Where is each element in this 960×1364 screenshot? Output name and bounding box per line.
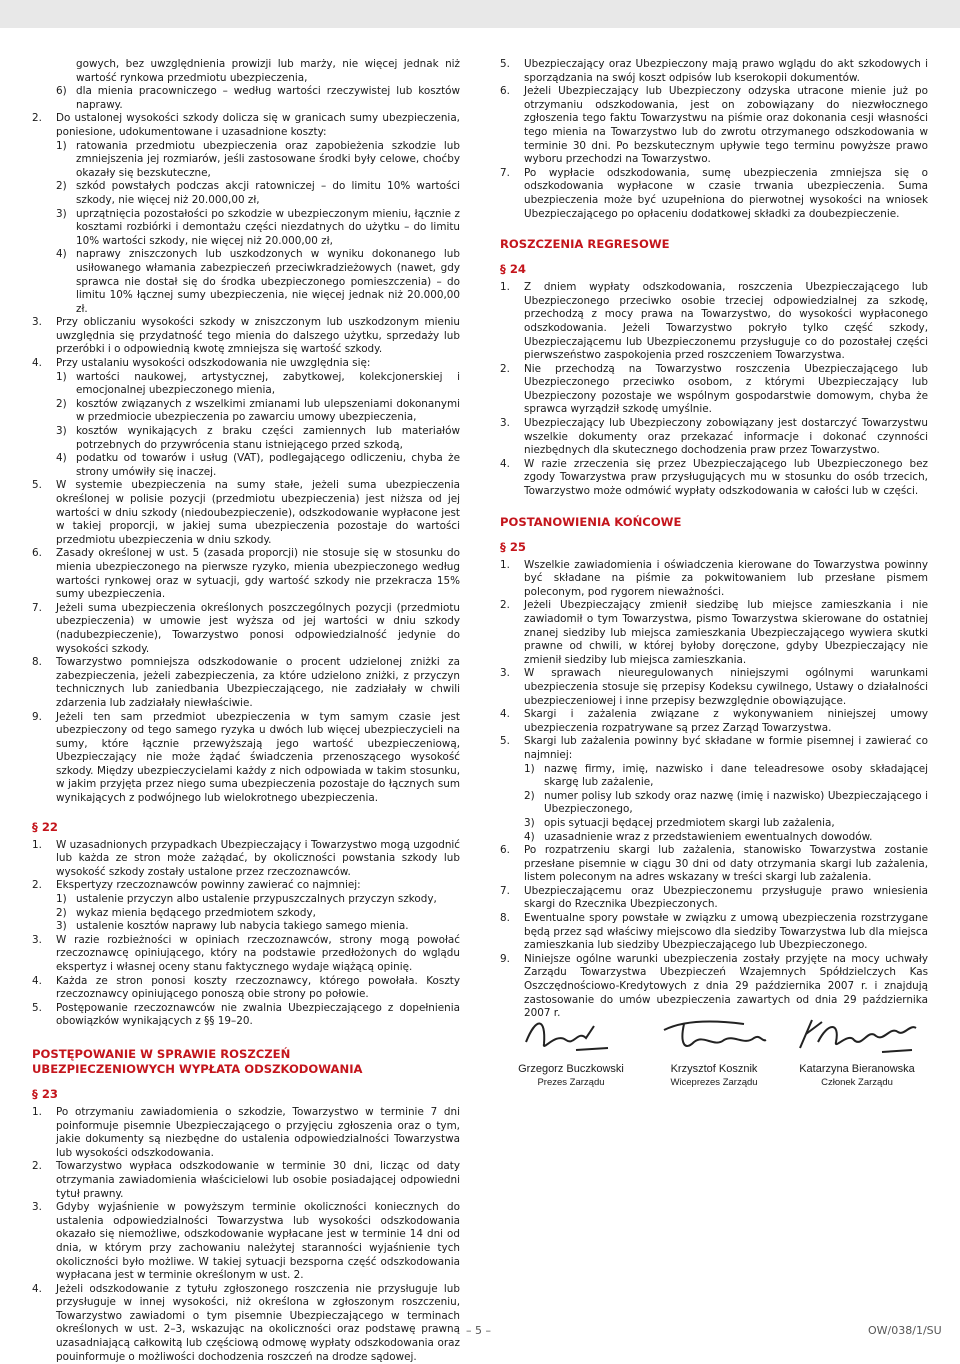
list-subitem	[32, 371, 460, 398]
item-text: Z dniem wypłaty odszkodowania, roszczenia Ubezpieczającego lub Ubezpieczonego przeciwko osobie trzeciej odpowiedzialnej za szkodę, przechodzą z mocy prawa na Towarzystwo, do wysokości wypłaconego odszkodowania. Jeżeli Towarzystwo pokryło tylko część szkody, Ubezpieczającemu lub Ubezpieczonemu przysługuje co do pozostałej części pierwszeństwo zaspokojenia przed roszczeniem Towarzystwa.	[524, 281, 928, 362]
list-item	[32, 479, 460, 547]
list-item	[500, 667, 928, 708]
subitem-text: podatku od towarów i usług (VAT), podlegającego odliczeniu, chyba że strony umówiły się inaczej.	[76, 452, 460, 478]
document-code: OW/038/1/SU	[868, 1324, 942, 1337]
list-subitem	[500, 817, 928, 831]
subitem-number: 4)	[56, 248, 67, 261]
item-text: Towarzystwo pomniejsza odszkodowanie o procent udzielonej zniżki za zabezpieczenia, jeżeli zabezpieczenia, za które udzielono zniżki, z przyczyn technicznych lub zaniedbania Ubezpieczającego, nie zadziałały w chwili zdarzenia lub zadziałały niewłaściwie.	[56, 656, 460, 709]
list-item	[500, 953, 928, 1021]
list-item	[32, 602, 460, 656]
list-subitem	[32, 248, 460, 316]
list-item	[32, 934, 460, 975]
item-text: Ubezpieczający oraz Ubezpieczony mają prawo wglądu do akt szkodowych i sporządzania na swój koszt odpisów lub kserokopii dokumentów.	[524, 58, 928, 84]
subitem-number: 4)	[524, 830, 535, 843]
subitem-text: kosztów wynikających z braku części zamiennych lub materiałów potrzebnych do przywrócenia stanu istniejącego przed szkodą,	[76, 425, 460, 451]
left-column	[32, 58, 460, 1364]
item-text: Nie przechodzą na Towarzystwo roszczenia Ubezpieczającego lub Ubezpieczonego przeciwko osobom, z którymi Ubezpieczający lub Ubezpieczony pozostaje we wspólnym gospodarstwie domowym, chyba że sprawca wyrządził szkodę umyślnie.	[524, 362, 928, 416]
item-number: 3.	[32, 1201, 42, 1214]
subitem-number: 1)	[56, 893, 67, 906]
list-item	[32, 711, 460, 806]
item-number: 7.	[500, 166, 510, 179]
paragraph-number-22: § 22	[32, 819, 58, 834]
item-text: Jeżeli Ubezpieczający zmienił siedzibę lub miejsce zamieszkania i nie zawiadomił o tym Towarzystwa, pismo Towarzystwa skierowane do ostatniej znanej siedziby lub miejsca zamieszkania Ubezpieczającego wywiera skutki prawne od chwili, w której byłoby doręczone, gdyby Ubezpieczający nie zmienił siedziby lub miejsca zamieszkania.	[524, 599, 928, 666]
list-item	[500, 735, 928, 762]
subitem-number: 3)	[524, 816, 535, 829]
item-number: 4.	[32, 974, 42, 987]
subitem-number: 1)	[56, 139, 67, 152]
top-bar	[0, 0, 960, 28]
signature-3	[786, 1012, 928, 1089]
item-text: Po otrzymaniu zawiadomienia o szkodzie, Towarzystwo w terminie 7 dni poinformuje pisemnie Ubezpieczającego o przyjęciu zgłoszenia oraz o tym, jakie dokumenty są niezbędne do ustalenia odpowiedzialności Towarzystwa lub wysokości odszkodowania.	[56, 1105, 460, 1159]
subitem-text: nazwę firmy, imię, nazwisko i dane teleadresowe osoby składającej skargę lub zażalenie,	[544, 762, 928, 789]
paragraph-number-25: § 25	[500, 539, 526, 554]
list-subitem	[32, 452, 460, 479]
list-item	[500, 85, 928, 167]
list-item	[32, 1106, 460, 1160]
list-subitem	[32, 425, 460, 452]
list-item	[500, 167, 928, 221]
handwritten-signature-icon	[516, 1012, 626, 1058]
subitem-text: ustalenie kosztów naprawy lub nabycia takiego samego mienia.	[76, 920, 409, 933]
item-number: 9.	[500, 952, 510, 965]
subitem-text: wartości naukowej, artystycznej, zabytkowej, kolekcjonerskiej i emocjonalnej ubezpieczonego mienia,	[76, 370, 460, 397]
list-item	[500, 844, 928, 885]
signatory-name: Katarzyna Bieranowska	[799, 1063, 915, 1075]
item-text: Jeżeli ten sam przedmiot ubezpieczenia w tym samym czasie jest ubezpieczony od tego samego ryzyka u dwóch lub więcej ubezpieczycieli na sumy, które łącznie przewyższają jego wartość ubezpieczeniową, Ubezpieczający nie może żądać świadczenia przenoszącego wysokość szkody. Między ubezpieczycielami każdy z nich odpowiada w takim stosunku, w jakim przyjęta przez niego suma ubezpieczenia pozostaje do łącznych sum wynikających z podwójnego lub wielokrotnego ubezpieczenia.	[56, 710, 460, 805]
signatory-role: Prezes Zarządu	[537, 1077, 605, 1088]
item-text: Do ustalonej wysokości szkody dolicza się w granicach sumy ubezpieczenia, poniesione, udokumentowane i uzasadnione koszty:	[56, 112, 460, 138]
item-number: 2.	[32, 879, 42, 892]
signatures-block	[500, 1012, 928, 1092]
item-number: 2.	[32, 112, 42, 125]
subitem-number: 3)	[56, 425, 67, 438]
section-heading-regress: ROSZCZENIA REGRESOWE	[500, 237, 670, 252]
item-number: 6.	[32, 547, 42, 560]
list-subitem	[32, 140, 460, 181]
list-subitem	[32, 920, 460, 934]
item-number: 7.	[500, 884, 510, 897]
subitem-text: naprawy zniszczonych lub uszkodzonych w wyniku dokonanego lub usiłowanego włamania zabezpieczeń przeciwkradzieżowych (nawet, gdy sprawca nie dostał się do środka ubezpieczonego pomieszczenia) – do limitu 10% łącznej sumy ubezpieczenia, nie więcej jednak niż 20.000,00 zł.	[76, 248, 460, 315]
list-subitem	[32, 893, 460, 907]
page-number: – 5 –	[466, 1324, 491, 1337]
item-number: 3.	[500, 667, 510, 680]
item-text: Postępowanie rzeczoznawców nie zwalnia Ubezpieczającego z dopełnienia obowiązków wynikających z §§ 19–20.	[56, 1001, 460, 1028]
item-number: 4.	[32, 357, 42, 370]
item-text: W systemie ubezpieczenia na sumy stałe, jeżeli suma ubezpieczenia określonej w polisie pozycji (przedmiotu ubezpieczenia) jest niższa od jej wartości w dniu szkody (niedoubezpieczenie), odszkodowanie wypłacone jest w takiej proporcji, w jakiej suma ubezpieczenia pozostaje do wartości przedmiotu ubezpieczenia w dniu szkody.	[56, 479, 460, 546]
list-item	[500, 363, 928, 417]
section-heading-final: POSTANOWIENIA KOŃCOWE	[500, 514, 682, 529]
item-text: W uzasadnionych przypadkach Ubezpieczający i Towarzystwo mogą uzgodnić lub każda ze stron może zażądać, by okoliczności powstania szkody lub wysokość szkody zostały ustalone przez rzeczoznawców.	[56, 838, 460, 878]
item-number: 2.	[32, 1160, 42, 1173]
handwritten-signature-icon	[792, 1012, 922, 1058]
item-text: W sprawach nieuregulowanych niniejszymi ogólnymi warunkami ubezpieczenia stosuje się przepisy Kodeksu cywilnego, Ustawy o działalności ubezpieczeniowej i inne przepisy bezwzględnie obowiązujące.	[524, 667, 928, 707]
paragraph-number-24: § 24	[500, 262, 526, 277]
item-number: 3.	[32, 316, 42, 329]
item-text: Jeżeli odszkodowanie z tytułu zgłoszonego roszczenia nie przysługuje lub przysługuje w innej wysokości, niż określona w zgłoszonym roszczeniu, Towarzystwo zawiadomi o tym pisemnie Ubezpieczającego w terminach określonych w ust. 2–3, wskazując na okoliczności oraz podstawę prawną uzasadniającą całkowitą lub częściową odmowę wypłaty odszkodowania oraz pouinformuje o możliwości dochodzenia roszczeń na drodze sądowej.	[56, 1282, 460, 1363]
list-item	[32, 1201, 460, 1283]
subitem-number: 6)	[56, 85, 67, 98]
section-heading: POSTĘPOWANIE W SPRAWIE ROSZCZEŃ UBEZPIECZENIOWYCH WYPŁATA ODSZKODOWANIA	[32, 1046, 363, 1076]
subitem-number: 3)	[56, 207, 67, 220]
item-number: 4.	[500, 708, 510, 721]
subitem-number: 1)	[56, 370, 67, 383]
list-item	[32, 316, 460, 357]
list-item	[32, 357, 460, 371]
item-text: Jeżeli suma ubezpieczenia określonych poszczególnych pozycji (przedmiotu ubezpieczenia) w umowie jest wyższa od jej wartości w dniu szkody (nadubezpieczenie), Towarzystwo ponosi odpowiedzialność jedynie do wysokości szkody.	[56, 601, 460, 655]
item-number: 9.	[32, 710, 42, 723]
item-number: 6.	[500, 85, 510, 98]
list-item	[500, 417, 928, 458]
subitem-number: 2)	[56, 180, 67, 193]
item-text: Wszelkie zawiadomienia i oświadczenia kierowane do Towarzystwa powinny być składane na piśmie za pokwitowaniem lub przesłane pismem poleconym, pod rygorem nieważności.	[524, 558, 928, 598]
item-text: Po rozpatrzeniu skargi lub zażalenia, stanowisko Towarzystwa zostanie przesłane pisemnie w ciągu 30 dni od daty otrzymania skargi lub zażalenia, listem poleconym na adres wskazany w treści skargi lub zażalenia.	[524, 844, 928, 884]
list-subitem	[32, 907, 460, 921]
list-item	[500, 58, 928, 85]
item-number: 5.	[500, 58, 510, 70]
item-text: W razie zrzeczenia się przez Ubezpieczającego lub Ubezpieczonego bez zgody Towarzystwa praw przysługujących mu w stosunku do osób trzecich, Towarzystwo może odmówić wypłaty odszkodowania w całości lub w części.	[524, 457, 928, 498]
item-text: Zasady określonej w ust. 5 (zasada proporcji) nie stosuje się w stosunku do mienia ubezpieczonego na pierwsze ryzyko, mienia ubezpieczonego według wartości rynkowej oraz w sytuacji, gdy wartość szkody nie przekracza 15% sumy ubezpieczenia.	[56, 547, 460, 601]
item-number: 2.	[500, 599, 510, 612]
list-item	[32, 839, 460, 880]
list-item	[32, 112, 460, 139]
item-text: Po wypłacie odszkodowania, sumę ubezpieczenia zmniejsza się o odszkodowania wypłacone w czasie trwania ubezpieczenia. Suma ubezpieczenia może być uzupełniona do pierwotnej wysokości na wniosek Ubezpieczającego po opłaceniu dodatkowej składki za doubezpieczenie.	[524, 166, 928, 220]
list-item	[32, 547, 460, 601]
list-subitem	[500, 831, 928, 845]
list-item	[32, 1283, 460, 1364]
list-item	[500, 559, 928, 600]
list-subitem	[32, 85, 460, 112]
subitem-text: ratowania przedmiotu ubezpieczenia oraz zapobieżenia szkodzie lub zmniejszenia jej rozmiarów, jeśli zastosowane środki były celowe, choćby okazały się bezskuteczne,	[76, 139, 460, 179]
subitem-text: uzasadnienie wraz z przedstawieniem ewentualnych dowodów.	[544, 830, 873, 843]
item-number: 3.	[500, 417, 510, 430]
list-item	[500, 708, 928, 735]
subitem-text: kosztów związanych z wszelkimi zmianami lub ulepszeniami dokonanymi w przedmiocie ubezpieczenia po zawarciu umowy ubezpieczenia,	[76, 397, 460, 424]
subitem-text: numer polisy lub szkody oraz nazwę (imię i nazwisko) Ubezpieczającego i Ubezpieczonego,	[544, 789, 928, 816]
item-number: 1.	[500, 281, 510, 294]
item-text: Ubezpieczający lub Ubezpieczony zobowiązany jest dostarczyć Towarzystwu wszelkie dokumenty oraz przekazać informacje i dokonać czynności niezbędnych dla skutecznego dochodzenia praw przez Towarzystwo.	[524, 417, 928, 457]
item-text: Gdyby wyjaśnienie w powyższym terminie okoliczności koniecznych do ustalenia odpowiedzialności Towarzystwa lub wysokości odszkodowania okazało się niemożliwe, odszkodowanie wypłacane jest w terminie 14 dni od dnia, w którym przy zachowaniu należytej staranności wyjaśnienie tych okoliczności było możliwe. W takiej sytuacji bezsporna część odszkodowania wypłacana jest w terminie określonym w ust. 2.	[56, 1201, 460, 1282]
item-number: 4.	[500, 457, 510, 470]
item-text: Ewentualne spory powstałe w związku z umową ubezpieczenia rozstrzygane będą przez sąd właściwy miejscowo dla siedziby Towarzystwa lub dla miejsca zamieszkania lub siedziby Ubezpieczającego lub Ubezpieczonego.	[524, 912, 928, 952]
list-item	[500, 281, 928, 363]
item-text: Towarzystwo wypłaca odszkodowanie w terminie 30 dni, licząc od daty otrzymania zawiadomienia właścicielowi lub osobie posiadającej odpowiedni tytuł prawny.	[56, 1160, 460, 1200]
item-number: 5.	[32, 479, 42, 492]
list-item	[32, 879, 460, 893]
item-number: 8.	[32, 656, 42, 669]
subitem-text: opis sytuacji będącej przedmiotem skargi lub zażalenia,	[544, 816, 835, 829]
list-subitem	[500, 763, 928, 790]
signatory-role: Członek Zarządu	[821, 1077, 893, 1088]
subitem-text: dla mienia pracowniczego – według wartości rzeczywistej lub kosztów naprawy.	[76, 85, 460, 111]
list-item	[32, 1002, 460, 1029]
item-number: 6.	[500, 844, 510, 857]
item-number: 5.	[500, 735, 510, 748]
item-number: 7.	[32, 601, 42, 614]
list-item	[32, 656, 460, 710]
signature-1	[500, 1012, 642, 1089]
item-text: Skargi lub zażalenia powinny być składane w formie pisemnej i zawierać co najmniej:	[524, 735, 928, 761]
paragraph-continuation: gowych, bez uwzględnienia prowizji lub marży, nie więcej jednak niż wartość rynkowa przedmiotu ubezpieczenia,	[76, 58, 460, 84]
subitem-text: ustalenie przyczyn albo ustalenie przypuszczalnych przyczyn szkody,	[76, 893, 437, 906]
list-item	[500, 599, 928, 667]
list-item	[500, 458, 928, 499]
item-number: 3.	[32, 933, 42, 946]
list-subitem	[500, 790, 928, 817]
item-text: Przy obliczaniu wysokości szkody w zniszczonym lub uszkodzonym mieniu uwzględnia się przydatność tego mienia do dalszego użytku, sprzedaży lub przeróbki i o odpowiednią kwotę zmniejsza się wartość szkody.	[56, 316, 460, 356]
list-item	[500, 912, 928, 953]
signatory-name: Grzegorz Buczkowski	[518, 1063, 624, 1075]
subitem-text: uprzątnięcia pozostałości po szkodzie w ubezpieczonym mieniu, łącznie z kosztami rozbiórki i demontażu części niezdatnych do użytku – do limitu 10% wartości szkody, nie więcej niż 20.000,00 zł,	[76, 207, 460, 247]
item-number: 1.	[32, 1105, 42, 1118]
right-column	[500, 58, 928, 1021]
signatory-role: Wiceprezes Zarządu	[670, 1077, 758, 1088]
list-subitem	[32, 180, 460, 207]
handwritten-signature-icon	[654, 1012, 774, 1058]
item-number: 2.	[500, 362, 510, 375]
item-number: 5.	[32, 1001, 42, 1014]
subitem-text: szkód powstałych podczas akcji ratowniczej – do limitu 10% wartości szkody, nie więcej niż 20.000,00 zł,	[76, 180, 460, 206]
item-text: Jeżeli Ubezpieczający lub Ubezpieczony odzyska utracone mienie już po otrzymaniu odszkodowania, jest on zobowiązany do niezwłocznego zgłoszenia tego faktu Towarzystwu na piśmie oraz dokonania cesji własności tego mienia na Towarzystwo lub do zwrotu otrzymanego odszkodowania w terminie 30 dni. Po bezskutecznym upływie tego terminu powyższe prawo wyboru przechodzi na Towarzystwo.	[524, 85, 928, 166]
signature-2	[643, 1012, 785, 1089]
list-subitem	[32, 398, 460, 425]
item-number: 1.	[500, 558, 510, 571]
item-number: 8.	[500, 912, 510, 925]
list-item	[32, 975, 460, 1002]
item-text: Skargi i zażalenia związane z wykonywaniem niniejszej umowy ubezpieczenia rozpatrywane są przez Zarząd Towarzystwa.	[524, 708, 928, 734]
subitem-text: wykaz mienia będącego przedmiotem szkody,	[76, 906, 316, 919]
item-text: Ekspertyzy rzeczoznawców powinny zawierać co najmniej:	[56, 879, 361, 892]
item-text: Przy ustalaniu wysokości odszkodowania nie uwzględnia się:	[56, 357, 371, 370]
item-number: 4.	[32, 1282, 42, 1295]
subitem-number: 1)	[524, 762, 535, 775]
list-item	[32, 1160, 460, 1201]
signatory-name: Krzysztof Kosznik	[670, 1063, 758, 1075]
paragraph-number-23: § 23	[32, 1086, 58, 1101]
item-text: Każda ze stron ponosi koszty rzeczoznawcy, którego powołała. Koszty rzeczoznawcy opiniującego ponoszą obie strony po połowie.	[56, 974, 460, 1001]
item-text: Ubezpieczającemu oraz Ubezpieczonemu przysługuje prawo wniesienia skargi do Rzecznika Ubezpieczonych.	[524, 884, 928, 911]
subitem-number: 4)	[56, 452, 67, 465]
item-text: Niniejsze ogólne warunki ubezpieczenia zostały przyjęte na mocy uchwały Zarządu Towarzystwa Ubezpieczeń Wzajemnych Spółdzielczych Kas Oszczędnościowo-Kredytowych z dnia 29 października 2007 r. i znajdują zastosowanie do umów ubezpieczenia zawartych od dnia 29 października 2007 r.	[524, 952, 928, 1020]
item-text: W razie rozbieżności w opiniach rzeczoznawców, strony mogą powołać rzeczoznawcę opiniującego, który na podstawie przedłożonych do wglądu ekspertyz i własnej oceny stanu faktycznego wydaje wiążącą opinię.	[56, 933, 460, 973]
subitem-number: 3)	[56, 920, 67, 933]
list-subitem	[32, 208, 460, 249]
subitem-number: 2)	[56, 397, 67, 410]
subitem-number: 2)	[56, 906, 67, 919]
list-item	[500, 885, 928, 912]
subitem-number: 2)	[524, 789, 535, 802]
item-number: 1.	[32, 838, 42, 851]
